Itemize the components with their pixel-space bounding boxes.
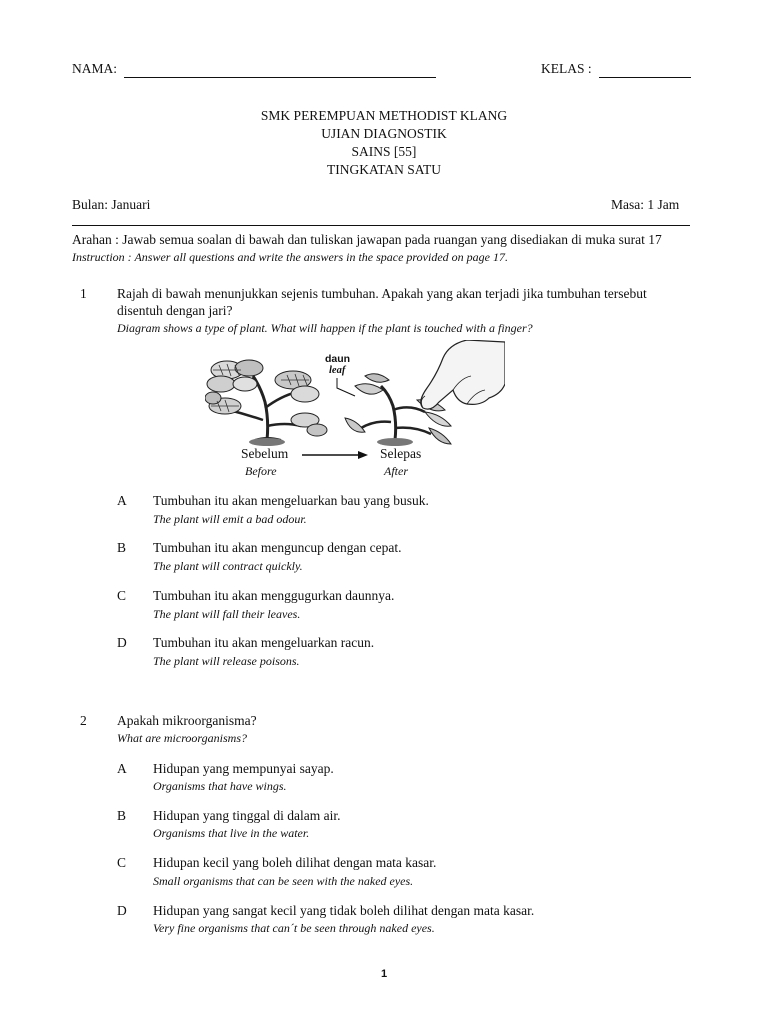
question-text: Rajah di bawah menunjukkan sejenis tumbuhan. Apakah yang akan terjadi jika tumbuhan tersebut xyxy=(117,286,647,301)
school-name: SMK PEREMPUAN METHODIST KLANG xyxy=(260,108,508,123)
question-translation: What are microorganisms? xyxy=(117,731,247,745)
after-caption: Selepas xyxy=(380,446,422,461)
form-level: TINGKATAN SATU xyxy=(326,162,442,177)
option-text[interactable]: Hidupan kecil yang boleh dilihat dengan mata kasar. xyxy=(153,855,437,870)
option-translation: Organisms that live in the water. xyxy=(153,826,310,840)
header-divider xyxy=(72,225,690,226)
question-number: 2 xyxy=(80,713,87,728)
option-letter[interactable]: D xyxy=(117,903,127,918)
plant-before-illustration xyxy=(205,360,327,446)
option-translation: Organisms that have wings. xyxy=(153,779,287,793)
exam-name: UJIAN DIAGNOSTIK xyxy=(321,126,447,141)
option-translation: The plant will emit a bad odour. xyxy=(153,512,307,526)
option-letter[interactable]: C xyxy=(117,588,127,603)
option-letter[interactable]: A xyxy=(117,493,127,508)
leaf-pointer xyxy=(337,378,355,396)
leaf-label: daun xyxy=(325,353,351,365)
instruction-malay: Arahan : Jawab semua soalan di bawah dan tuliskan jawapan pada ruangan yang disediakan di muka surat 17 xyxy=(72,232,662,247)
exam-month: Bulan: Januari xyxy=(72,197,151,212)
option-translation: Small organisms that can be seen with the naked eyes. xyxy=(153,874,414,888)
question-text: Apakah mikroorganisma? xyxy=(117,713,257,728)
exam-duration: Masa: 1 Jam xyxy=(611,197,680,212)
before-caption: Sebelum xyxy=(241,446,289,461)
option-text[interactable]: Tumbuhan itu akan mengeluarkan bau yang busuk. xyxy=(153,493,429,508)
plant-diagram xyxy=(205,340,505,448)
option-text[interactable]: Tumbuhan itu akan menguncup dengan cepat. xyxy=(153,540,402,555)
option-letter[interactable]: B xyxy=(117,808,127,823)
subject-name: SAINS [55] xyxy=(351,144,417,159)
leaf-label-translation: leaf xyxy=(329,365,346,376)
class-label: KELAS : xyxy=(541,61,592,76)
before-after-arrow xyxy=(300,448,370,460)
arrow-right-icon xyxy=(300,449,370,461)
option-letter[interactable]: B xyxy=(117,540,127,555)
option-text[interactable]: Tumbuhan itu akan menggugurkan daunnya. xyxy=(153,588,395,603)
option-translation: The plant will release poisons. xyxy=(153,654,300,668)
after-caption-translation: After xyxy=(384,464,408,478)
question-number: 1 xyxy=(80,286,87,301)
question-text: disentuh dengan jari? xyxy=(117,303,233,318)
class-blank[interactable] xyxy=(599,61,691,78)
option-translation: The plant will contract quickly. xyxy=(153,559,303,573)
name-blank[interactable] xyxy=(124,61,436,78)
option-text[interactable]: Tumbuhan itu akan mengeluarkan racun. xyxy=(153,635,375,650)
finger-illustration xyxy=(421,340,505,409)
name-label: NAMA: xyxy=(72,61,118,76)
question-translation: Diagram shows a type of plant. What will happen if the plant is touched with a finger? xyxy=(117,321,533,335)
option-translation: Very fine organisms that can´t be seen through naked eyes. xyxy=(153,921,435,935)
option-letter[interactable]: D xyxy=(117,635,127,650)
option-text[interactable]: Hidupan yang mempunyai sayap. xyxy=(153,761,334,776)
option-text[interactable]: Hidupan yang sangat kecil yang tidak boleh dilihat dengan mata kasar. xyxy=(153,903,535,918)
instruction-english: Instruction : Answer all questions and write the answers in the space provided on page 17. xyxy=(72,250,508,264)
page-number: 1 xyxy=(380,968,388,980)
plant-figure xyxy=(205,340,505,448)
option-letter[interactable]: C xyxy=(117,855,127,870)
option-letter[interactable]: A xyxy=(117,761,127,776)
option-translation: The plant will fall their leaves. xyxy=(153,607,301,621)
before-caption-translation: Before xyxy=(245,464,277,478)
option-text[interactable]: Hidupan yang tinggal di dalam air. xyxy=(153,808,341,823)
name-field[interactable] xyxy=(72,61,436,78)
class-field[interactable] xyxy=(541,61,691,78)
